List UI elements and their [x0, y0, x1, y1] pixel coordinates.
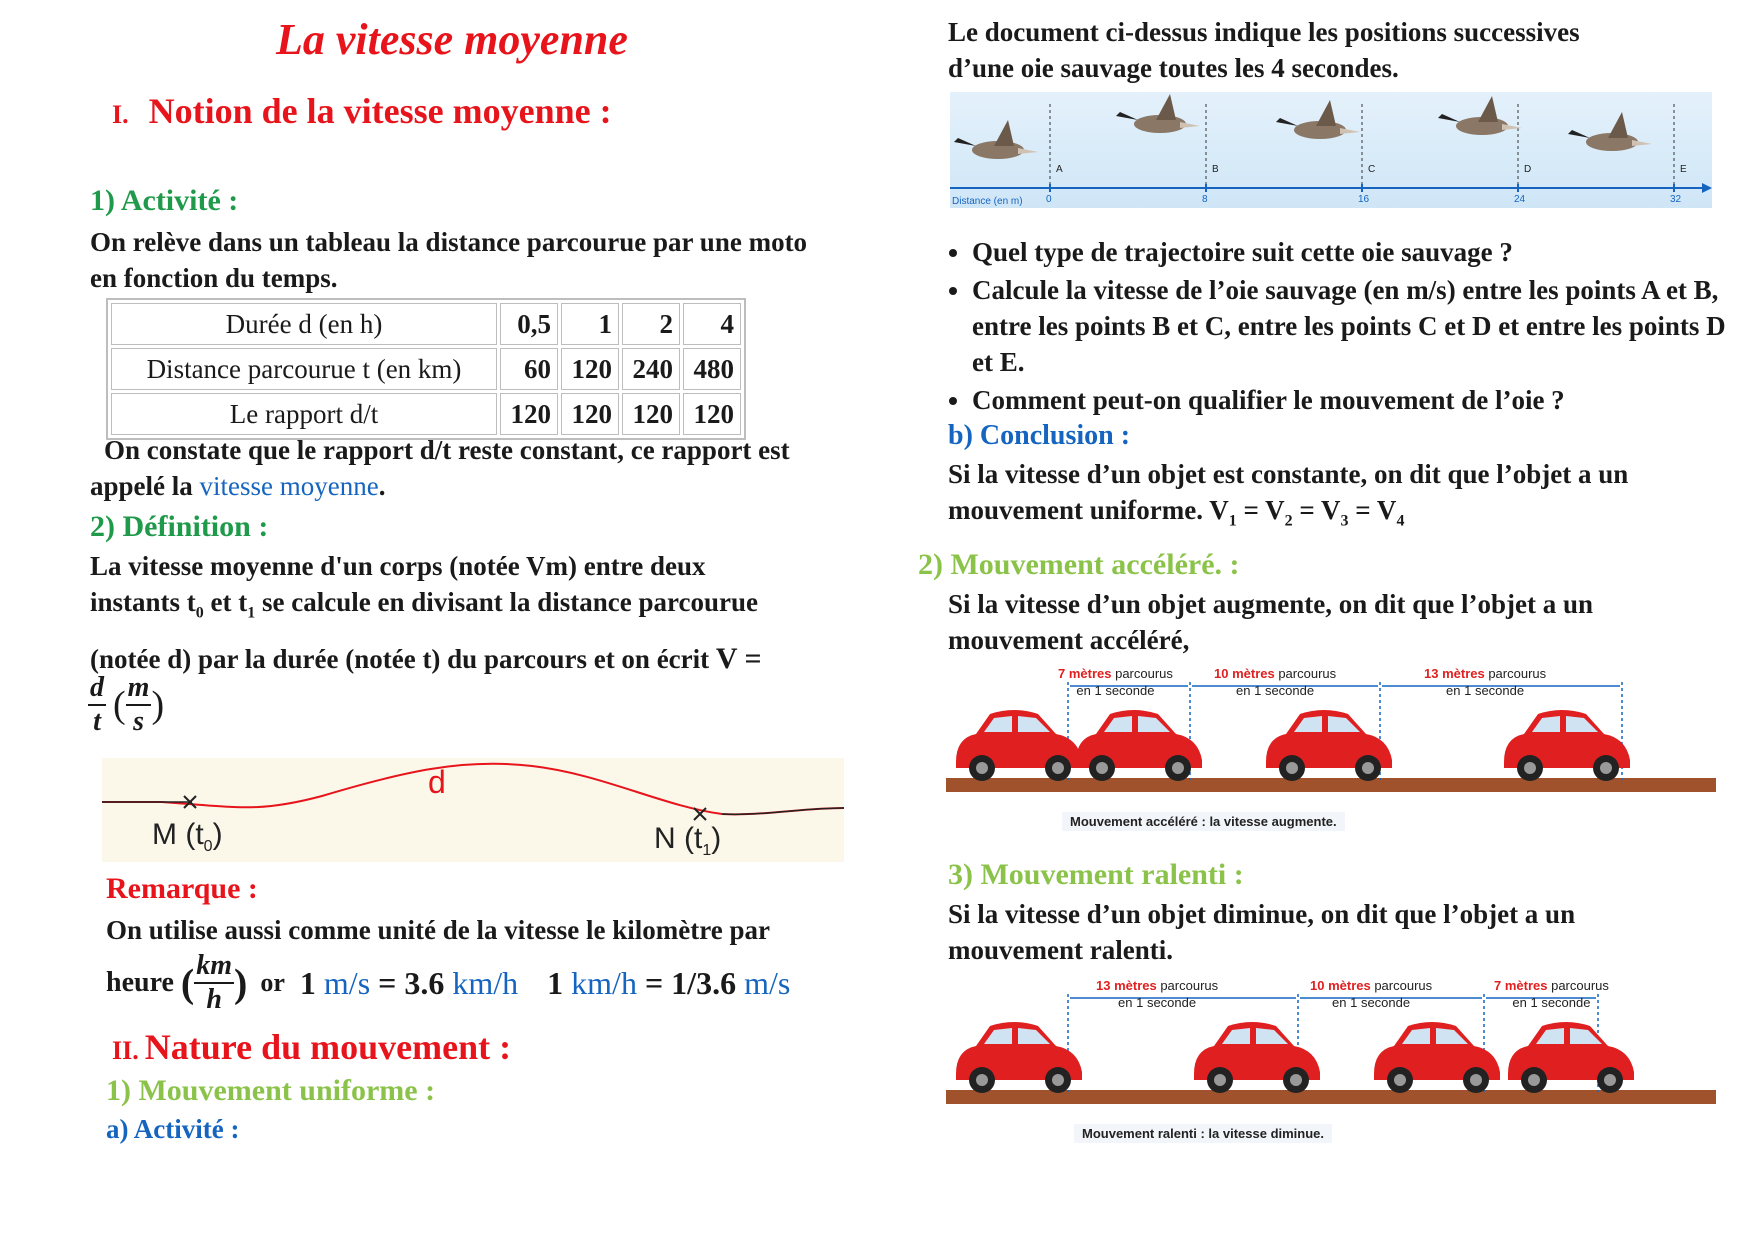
- car-icon: [1076, 710, 1202, 781]
- table-cell: 0,5: [500, 303, 558, 345]
- car-icon: [1194, 1022, 1320, 1093]
- goose-icon: [1568, 112, 1652, 151]
- distance-label: [1058, 666, 1173, 698]
- table-cell: 4: [683, 303, 741, 345]
- duration-text: en 1 seconde: [1076, 683, 1155, 698]
- def-et: et t: [203, 587, 248, 617]
- speed-formula: [88, 672, 164, 738]
- table-row-label: Distance parcourue t (en km): [111, 348, 497, 390]
- table-cell: 1: [561, 303, 619, 345]
- section-1-number: I.: [112, 100, 129, 129]
- table-cell: 120: [622, 393, 680, 435]
- goose-intro-line-1: Le document ci-dessus indique les positions successives: [948, 17, 1580, 47]
- conversion-1: [300, 965, 518, 1001]
- parcourus-text: parcourus: [1111, 666, 1173, 681]
- v3-sub: 3: [1340, 512, 1349, 530]
- uniform-text: mouvement uniforme. V: [948, 495, 1229, 525]
- conclusion-line-1: Si la vitesse d’un objet est constante, on dit que l’objet a un: [948, 459, 1629, 489]
- tick-label: 32: [1670, 194, 1682, 205]
- point-label: B: [1212, 164, 1219, 175]
- v4-sub: 4: [1396, 512, 1405, 530]
- v1-sub: 1: [1228, 512, 1237, 530]
- v-equals: V =: [715, 642, 762, 676]
- eq2-one: 1: [547, 964, 564, 1001]
- eq2-val: = 1/3.6: [644, 964, 737, 1001]
- meters-value: 13 mètres: [1096, 978, 1157, 993]
- m-text: M (t: [152, 818, 204, 851]
- car-icon: [1504, 710, 1630, 781]
- question-3: • Comment peut-on qualifier le mouvement de l’oie ?: [972, 382, 1752, 418]
- car-icon: [1266, 710, 1392, 781]
- heure-text: heure: [106, 967, 174, 998]
- definition-line-3: [90, 641, 850, 677]
- unit-den: s: [133, 706, 144, 737]
- paren-close: ): [151, 684, 165, 726]
- def-calc: se calcule en divisant la distance parcourue: [255, 587, 758, 617]
- duration-text: en 1 seconde: [1512, 995, 1591, 1010]
- eq-v2: = V: [1236, 495, 1285, 525]
- table-cell: 120: [500, 393, 558, 435]
- accelere-heading: 2) Mouvement accéléré. :: [918, 548, 1240, 581]
- figure-caption: Mouvement accéléré : la vitesse augmente.: [1062, 812, 1345, 831]
- distance-label: [1214, 666, 1336, 698]
- eq-v3: = V: [1292, 495, 1341, 525]
- ralenti-text: [948, 896, 1728, 968]
- table-cell: 120: [561, 348, 619, 390]
- point-label: A: [1056, 164, 1063, 175]
- table-row: [111, 393, 741, 435]
- frac-den: t: [93, 706, 101, 737]
- activity-intro: On relève dans un tableau la distance parcourue par une moto en fonction du temps.: [90, 227, 808, 293]
- table-row-label: Le rapport d/t: [111, 393, 497, 435]
- remarque-line-1: On utilise aussi comme unité de la vitesse le kilomètre par: [106, 915, 770, 945]
- n-text: N (t: [654, 822, 703, 855]
- eq-v4: = V: [1348, 495, 1397, 525]
- distance-label: [1310, 978, 1432, 1010]
- parcourus-text: parcourus: [1484, 666, 1547, 681]
- uniform-heading: 1) Mouvement uniforme :: [106, 1074, 436, 1107]
- conclusion-text: [948, 456, 1728, 539]
- eq1-val: = 3.6: [378, 964, 445, 1001]
- question-1: • Quel type de trajectoire suit cette oie sauvage ?: [972, 234, 1752, 270]
- distance-label: [1096, 978, 1218, 1010]
- m-close: ): [212, 818, 223, 851]
- table-cell: 60: [500, 348, 558, 390]
- conclusion-text: On constate que le rapport d/t reste constant, ce rapport est appelé la: [90, 435, 790, 501]
- page-title: La vitesse moyenne: [276, 15, 628, 64]
- parcourus-text: parcourus: [1156, 978, 1219, 993]
- fraction-m-over-s: [126, 672, 152, 738]
- ralenti-line-2: mouvement ralenti.: [948, 935, 1173, 965]
- meters-value: 7 mètres: [1058, 666, 1112, 681]
- table-cell: 120: [683, 393, 741, 435]
- unit-paren-close: ): [234, 960, 248, 1006]
- activity-conclusion: [90, 432, 830, 504]
- distance-label: [1424, 666, 1546, 698]
- conclusion-period: .: [378, 471, 386, 501]
- conclusion-heading: b) Conclusion :: [948, 420, 1131, 451]
- ralenti-line-1: Si la vitesse d’un objet diminue, on dit que l’objet a un: [948, 899, 1576, 929]
- sub-0: 0: [195, 604, 204, 622]
- v2-sub: 2: [1284, 512, 1293, 530]
- section-1-title: Notion de la vitesse moyenne :: [148, 91, 612, 131]
- goose-icon: [1116, 94, 1200, 133]
- uniform-activity-heading: a) Activité :: [106, 1114, 240, 1144]
- eq1-ms: m/s: [323, 964, 371, 1001]
- speed-table: [106, 298, 746, 440]
- accelere-text: [948, 586, 1728, 658]
- definition-line-1: La vitesse moyenne d'un corps (notée Vm) entre deux: [90, 551, 706, 581]
- accelerated-cars-figure: [946, 668, 1716, 844]
- duration-text: en 1 seconde: [1446, 683, 1525, 698]
- fraction-d-over-t: [88, 672, 106, 738]
- remarque-units: [106, 950, 790, 1016]
- section-1-heading: [112, 90, 612, 132]
- point-m-label: [152, 818, 223, 856]
- conclusion-line-2: [948, 492, 1728, 539]
- parcourus-text: parcourus: [1547, 978, 1609, 993]
- frac-num: d: [88, 672, 106, 706]
- meters-value: 10 mètres: [1310, 978, 1371, 993]
- car-icon: [956, 710, 1082, 781]
- section-2-title: Nature du mouvement :: [144, 1027, 512, 1067]
- table-cell: 240: [622, 348, 680, 390]
- point-label: C: [1368, 164, 1376, 175]
- conversion-2: [547, 965, 790, 1001]
- h-den: h: [206, 984, 222, 1015]
- keyword-vitesse-moyenne: vitesse moyenne: [199, 471, 379, 501]
- unit-paren-open: (: [180, 960, 195, 1006]
- goose-intro-line-2: d’une oie sauvage toutes les 4 secondes.: [948, 53, 1399, 83]
- point-label: D: [1524, 164, 1532, 175]
- eq2-ms: m/s: [744, 964, 791, 1001]
- ralenti-heading: 3) Mouvement ralenti :: [948, 858, 1244, 891]
- goose-diagram: [950, 92, 1712, 208]
- goose-intro: [948, 14, 1728, 86]
- tick-label: 0: [1046, 194, 1052, 205]
- definition-text: [90, 548, 850, 677]
- eq2-kmh: km/h: [571, 964, 637, 1001]
- eq1-one: 1: [299, 964, 316, 1001]
- question-2: • Calcule la vitesse de l’oie sauvage (en m/s) entre les points A et B, entre les points B et C, entre les points C et D et entre les points D et E.: [972, 272, 1752, 380]
- paren-open: (: [113, 684, 126, 726]
- fraction-km-over-h: [194, 950, 234, 1016]
- parcourus-text: parcourus: [1370, 978, 1433, 993]
- sub-1: 1: [247, 604, 256, 622]
- decelerated-cars-figure: [946, 980, 1716, 1156]
- meters-value: 7 mètres: [1494, 978, 1548, 993]
- remarque-heading: Remarque :: [106, 872, 258, 905]
- goose-figure: [950, 92, 1712, 208]
- or-text: or: [260, 968, 285, 997]
- duration-text: en 1 seconde: [1118, 995, 1197, 1010]
- activity-heading: 1) Activité :: [90, 184, 239, 217]
- tick-label: 24: [1514, 194, 1526, 205]
- n-close: ): [711, 822, 722, 855]
- car-icon: [1374, 1022, 1500, 1093]
- unit-num: m: [126, 672, 152, 706]
- point-n-label: [654, 822, 721, 860]
- duration-text: en 1 seconde: [1332, 995, 1411, 1010]
- def-instants: instants t: [90, 587, 196, 617]
- eq1-kmh: km/h: [452, 964, 519, 1001]
- def-ecrit: (notée d) par la durée (notée t) du parcours et on écrit: [90, 644, 716, 675]
- tick-label: 8: [1202, 194, 1208, 205]
- distance-axis-label: Distance (en m): [952, 196, 1023, 207]
- point-label: E: [1680, 164, 1687, 175]
- accelere-line-1: Si la vitesse d’un objet augmente, on dit que l’objet a un: [948, 589, 1594, 619]
- table-cell: 2: [622, 303, 680, 345]
- trajectory-figure: [102, 758, 844, 862]
- table-row-label: Durée d (en h): [111, 303, 497, 345]
- definition-heading: 2) Définition :: [90, 510, 269, 543]
- car-icon: [956, 1022, 1082, 1093]
- distance-label-d: d: [428, 764, 446, 800]
- goose-icon: [1276, 100, 1360, 139]
- duration-text: en 1 seconde: [1236, 683, 1315, 698]
- definition-line-2: [90, 584, 850, 631]
- parcourus-text: parcourus: [1274, 666, 1337, 681]
- car-icon: [1508, 1022, 1634, 1093]
- accelere-line-2: mouvement accéléré,: [948, 625, 1190, 655]
- questions-list: [930, 234, 1752, 420]
- m-sub: 0: [203, 838, 213, 855]
- n-sub: 1: [702, 842, 712, 859]
- meters-value: 13 mètres: [1424, 666, 1485, 681]
- table-cell: 480: [683, 348, 741, 390]
- table-row: [111, 348, 741, 390]
- figure-caption: Mouvement ralenti : la vitesse diminue.: [1074, 1124, 1332, 1143]
- meters-value: 10 mètres: [1214, 666, 1275, 681]
- table-cell: 120: [561, 393, 619, 435]
- tick-label: 16: [1358, 194, 1370, 205]
- km-num: km: [194, 950, 234, 984]
- section-2-number: II.: [112, 1036, 139, 1065]
- goose-icon: [1438, 96, 1522, 135]
- distance-label: [1494, 978, 1609, 1010]
- section-2-heading: [112, 1026, 511, 1068]
- goose-icon: [954, 120, 1038, 159]
- table-row: [111, 303, 741, 345]
